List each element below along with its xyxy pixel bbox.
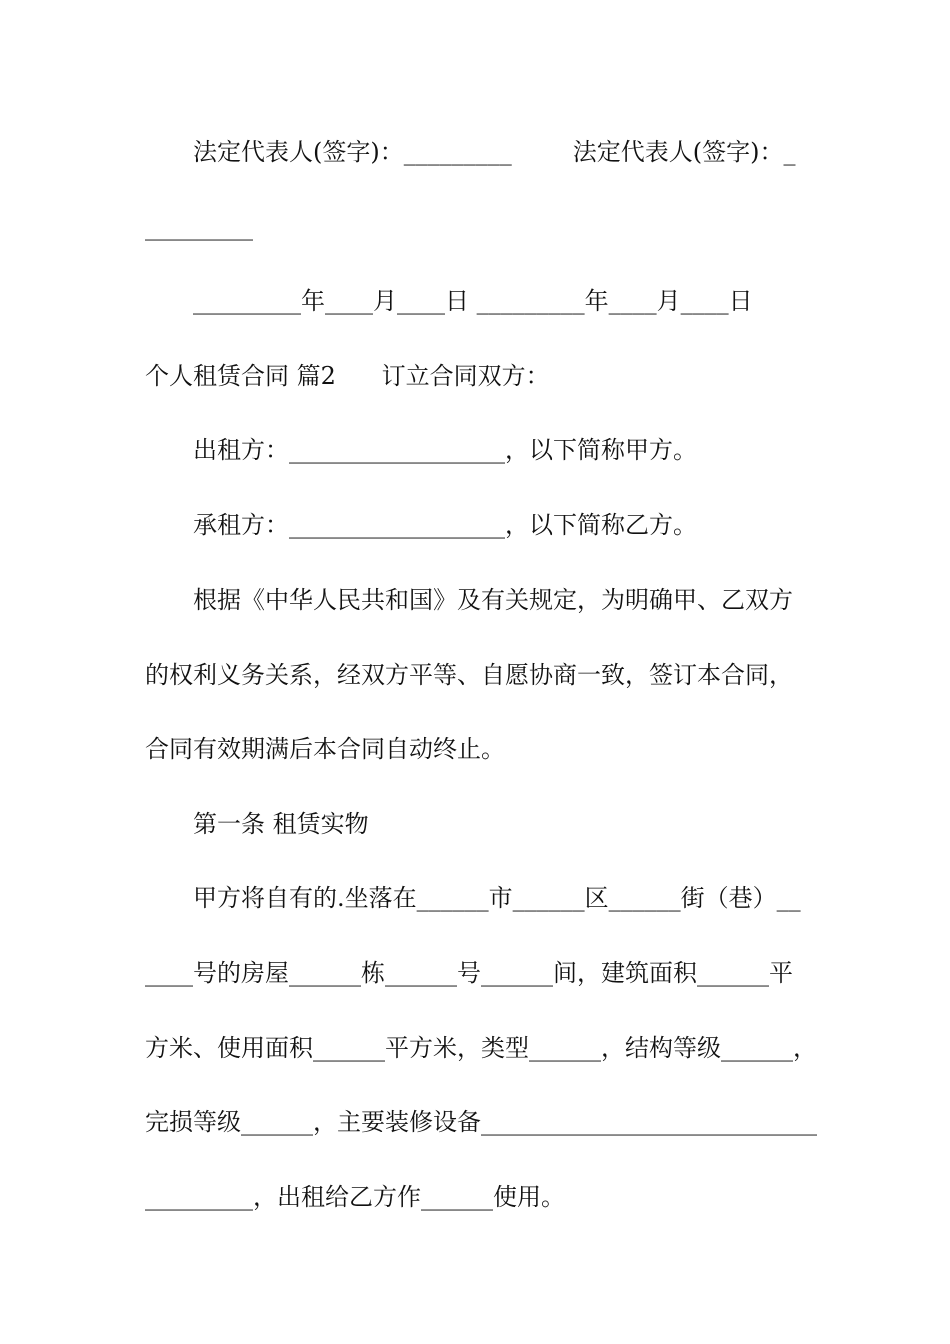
- section-heading: 个人租赁合同 篇2 订立合同双方：: [145, 362, 550, 390]
- paragraph-line: ____号的房屋______栋______号______间，建筑面积______平: [145, 959, 793, 987]
- signature-line: 法定代表人(签字)：_________ 法定代表人(签字)：_: [193, 138, 796, 166]
- paragraph-line: 甲方将自有的.坐落在______市______区______街（巷）__: [193, 884, 801, 912]
- paragraph-line: 根据《中华人民共和国》及有关规定，为明确甲、乙双方: [193, 586, 793, 614]
- paragraph-line: 方米、使用面积______平方米，类型______，结构等级______，: [145, 1034, 817, 1062]
- lessee-line: 承租方：__________________，以下简称乙方。: [193, 511, 697, 539]
- paragraph-line: 完损等级______，主要装修设备____________________________: [145, 1108, 817, 1136]
- lessor-line: 出租方：__________________，以下简称甲方。: [193, 436, 697, 464]
- article-heading: 第一条 租赁实物: [193, 810, 369, 838]
- paragraph-line: 合同有效期满后本合同自动终止。: [145, 735, 505, 763]
- paragraph-line: _________，出租给乙方作______使用。: [145, 1183, 565, 1211]
- signature-line-continued: _________: [145, 213, 253, 241]
- paragraph-line: 的权利义务关系，经双方平等、自愿协商一致，签订本合同，: [145, 661, 793, 689]
- date-line: _________年____月____日 _________年____月____日: [193, 287, 753, 315]
